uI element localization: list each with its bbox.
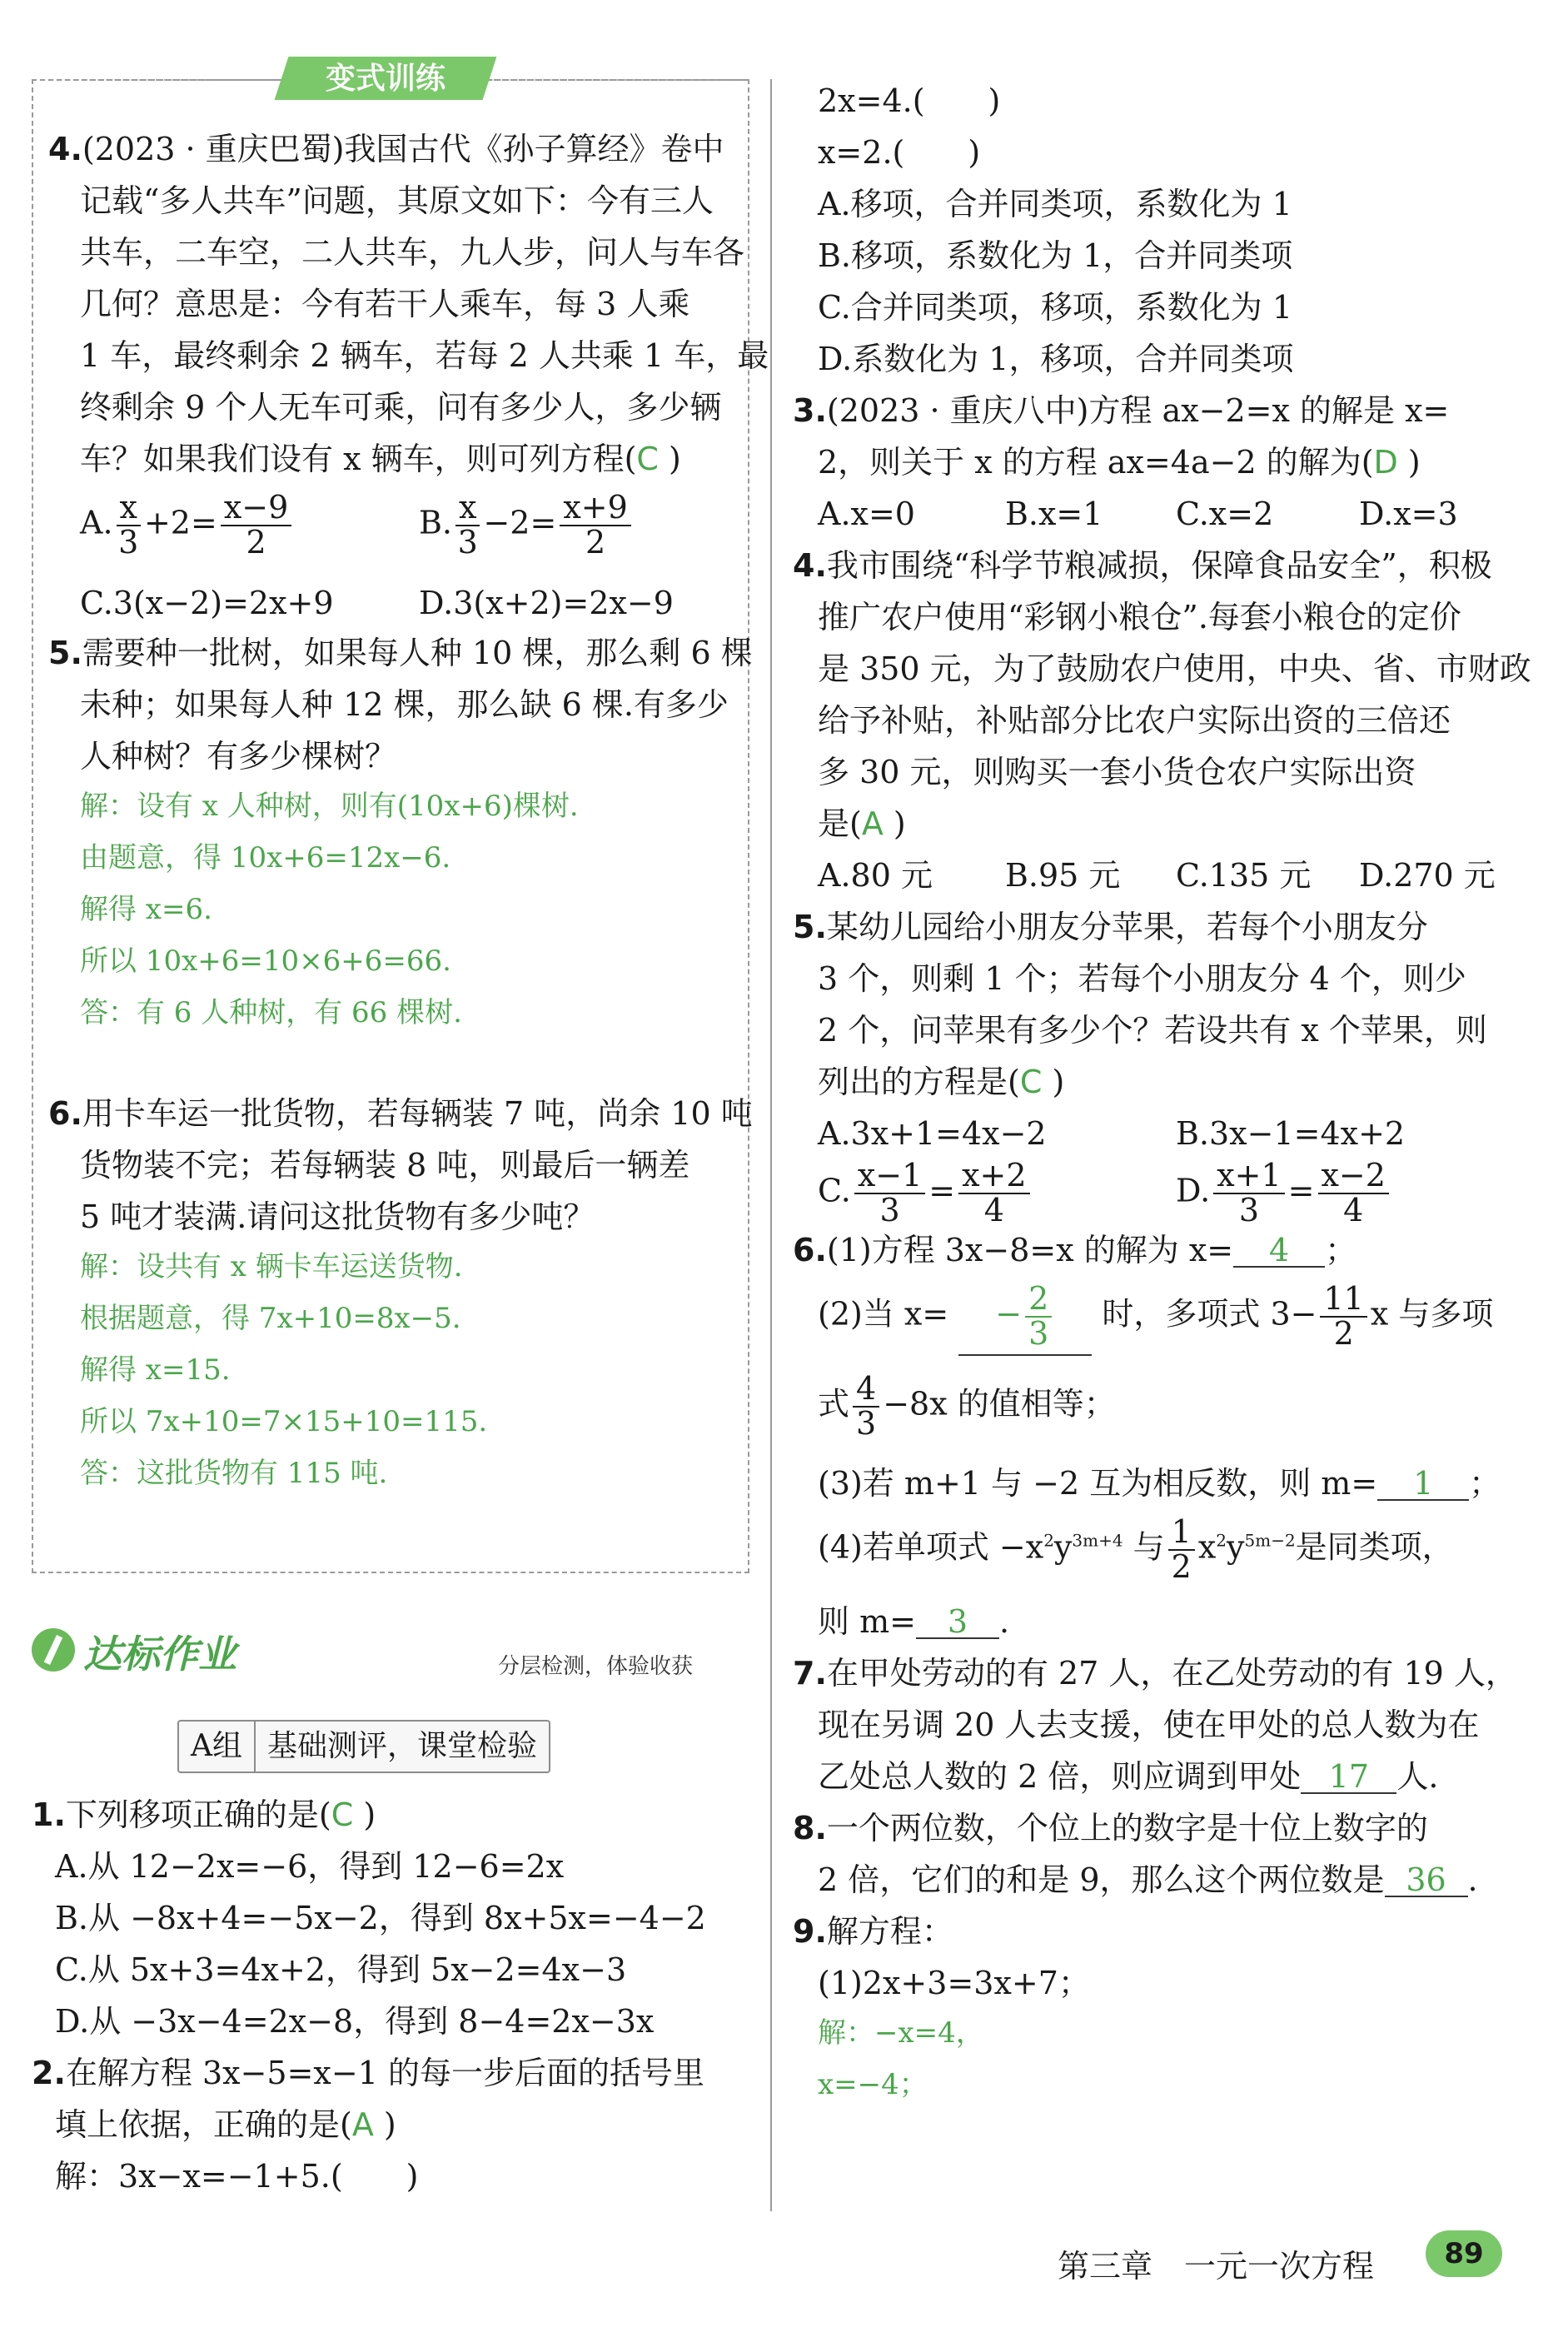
homework-2-step-3: x=2.( ) (818, 134, 981, 171)
homework-7-answer: 17 (1301, 1761, 1396, 1794)
homework-5-answer: C (1019, 1064, 1043, 1100)
homework-1-option-a: A.从 12−2x=−6，得到 12−6=2x (55, 1848, 565, 1885)
homework-4-line-4: 给予补贴，补贴部分比农户实际出资的三倍还 (818, 702, 1451, 739)
page-number: 89 (1426, 2230, 1502, 2277)
question-4-line-5: 1 车，最终剩余 2 辆车，若每 2 人共乘 1 车，最 (80, 337, 769, 374)
question-6-solution-1: 解：设共有 x 辆卡车运送货物. (80, 1250, 463, 1283)
footer-chapter: 第三章 一元一次方程 (1058, 2248, 1375, 2285)
homework-5-option-b: B.3x−1=4x+2 (1176, 1115, 1406, 1152)
homework-3-option-d: D.x=3 (1359, 496, 1458, 532)
homework-5-line-4: 列出的方程是(C ) (818, 1064, 1065, 1100)
question-4-option-c: C.3(x−2)=2x+9 (80, 585, 334, 621)
homework-4-line-6: 是(A ) (818, 805, 906, 842)
homework-9-solution-2: x=−4； (818, 2068, 928, 2101)
homework-8-answer: 36 (1385, 1864, 1468, 1897)
homework-9-part-1: (1)2x+3=3x+7； (818, 1965, 1090, 2001)
homework-5-line-2: 3 个，则剩 1 个；若每个小朋友分 4 个，则少 (818, 960, 1466, 997)
homework-5-line-3: 2 个，问苹果有多少个？若设共有 x 个苹果，则 (818, 1012, 1487, 1049)
section-tag: 变式训练 (325, 62, 446, 96)
homework-5-line-1: 5.某幼儿园给小朋友分苹果，若每个小朋友分 (793, 909, 1428, 945)
question-4-line-4: 几何？意思是：今有若干人乘车，每 3 人乘 (80, 286, 690, 322)
question-4-line-2: 记载“多人共车”问题，其原文如下：今有三人 (80, 182, 714, 219)
homework-8-line-1: 8.一个两位数，个位上的数字是十位上数字的 (793, 1810, 1428, 1846)
question-5-solution-1: 解：设有 x 人种树，则有(10x+6)棵树. (80, 790, 579, 823)
homework-1-stem: 1.下列移项正确的是(C ) (32, 1796, 376, 1833)
homework-3-line-1: 3.(2023 · 重庆八中)方程 ax−2=x 的解是 x= (793, 392, 1450, 429)
question-4-line-1: 4.(2023 · 重庆巴蜀)我国古代《孙子算经》卷中 (48, 131, 724, 167)
homework-6-part-4-line-1: (4)若单项式 $-x^2y^{3m+4}$ 与 $\frac{1}{2}$ $x^2y^{5m-2}$是同类项， (818, 1513, 1454, 1585)
pencil-icon (32, 1628, 75, 1672)
question-4-line-3: 共车，二车空，二人共车，九人步，问人与车各 (80, 234, 745, 271)
homework-6-part-4-line-2: 则 m= 3 . (818, 1603, 1010, 1640)
homework-6-part-2-line-2: 式 $\frac{4}{3}$ −8x 的值相等； (818, 1370, 1116, 1442)
homework-4-option-c: C.135 元 (1176, 857, 1312, 894)
homework-6-part-1: 6.(1)方程 3x−8=x 的解为 x= 4 ； (793, 1232, 1357, 1268)
homework-4-line-2: 推广农户使用“彩钢小粮仓”.每套小粮仓的定价 (818, 599, 1461, 635)
homework-title: 达标作业 (83, 1632, 236, 1677)
homework-3-option-c: C.x=2 (1176, 496, 1274, 532)
homework-3-option-b: B.x=1 (1005, 496, 1103, 532)
question-5-solution-4: 所以 10x+6=10×6+6=66. (80, 944, 451, 978)
homework-2-step-2: 2x=4.( ) (818, 82, 1001, 119)
homework-7-line-2: 现在另调 20 人去支援，使在甲处的总人数为在 (818, 1707, 1480, 1743)
homework-6-part-3: (3)若 m+1 与 −2 互为相反数，则 m= 1 ； (818, 1465, 1501, 1502)
homework-2-answer: A (351, 2106, 374, 2143)
column-divider (770, 79, 772, 2211)
question-6-solution-3: 解得 x=15. (80, 1353, 231, 1387)
question-5-line-1: 5.需要种一批树，如果每人种 10 棵，那么剩 6 棵 (48, 635, 753, 671)
homework-1-option-c: C.从 5x+3=4x+2，得到 5x−2=4x−3 (55, 1951, 627, 1988)
homework-4-option-d: D.270 元 (1359, 857, 1496, 894)
homework-7-line-1: 7.在甲处劳动的有 27 人，在乙处劳动的有 19 人， (793, 1655, 1517, 1692)
homework-6-part-2-answer: − $\frac{2}{3}$ (958, 1283, 1092, 1356)
question-6-line-2: 货物装不完；若每辆装 8 吨，则最后一辆差 (80, 1147, 690, 1183)
question-5-solution-5: 答：有 6 人种树，有 66 棵树. (80, 996, 462, 1029)
homework-4-answer: A (861, 805, 884, 842)
homework-2-option-d: D.系数化为 1，移项，合并同类项 (818, 341, 1294, 377)
homework-4-line-1: 4.我市围绕“科学节粮减损，保障食品安全”，积极 (793, 547, 1492, 584)
homework-3-line-2: 2，则关于 x 的方程 ax=4a−2 的解为(D ) (818, 444, 1421, 481)
homework-4-line-3: 是 350 元，为了鼓励农户使用，中央、省、市财政 (818, 650, 1531, 687)
question-5-line-2: 未种；如果每人种 12 棵，那么缺 6 棵.有多少 (80, 686, 729, 723)
homework-4-option-b: B.95 元 (1005, 857, 1121, 894)
question-5-solution-3: 解得 x=6. (80, 893, 212, 926)
question-4-option-d: D.3(x+2)=2x−9 (419, 585, 674, 621)
question-5-solution-2: 由题意，得 10x+6=12x−6. (80, 841, 451, 875)
homework-5-option-c: C. $\frac{x-1}{3}$ = $\frac{x+2}{4}$ (818, 1159, 1033, 1228)
question-4-answer: C (636, 441, 659, 477)
question-6-line-3: 5 吨才装满.请问这批货物有多少吨？ (80, 1198, 595, 1235)
homework-1-option-b: B.从 −8x+4=−5x−2，得到 8x+5x=−4−2 (55, 1900, 706, 1936)
homework-2-option-b: B.移项，系数化为 1，合并同类项 (818, 237, 1293, 274)
homework-2-option-c: C.合并同类项，移项，系数化为 1 (818, 289, 1293, 326)
homework-8-line-2: 2 倍，它们的和是 9，那么这个两位数是 36 . (818, 1861, 1478, 1898)
homework-3-option-a: A.x=0 (818, 496, 915, 532)
homework-2-line-1: 2.在解方程 3x−5=x−1 的每一步后面的括号里 (32, 2055, 704, 2091)
homework-4-line-5: 多 30 元，则购买一套小货仓农户实际出资 (818, 754, 1416, 790)
homework-6-part-1-answer: 4 (1233, 1234, 1325, 1268)
homework-1-answer: C (331, 1796, 354, 1833)
question-6-solution-4: 所以 7x+10=7×15+10=115. (80, 1405, 488, 1438)
question-5-line-3: 人种树？有多少棵树？ (80, 738, 397, 775)
question-4-line-6: 终剩余 9 个人无车可乘，问有多少人，多少辆 (80, 389, 722, 426)
question-4-option-a: A. $\frac{x}{3}$ +2= $\frac{x-9}{2}$ (80, 491, 295, 560)
homework-6-part-3-answer: 1 (1377, 1467, 1469, 1501)
homework-5-option-a: A.3x+1=4x−2 (818, 1115, 1047, 1152)
question-6-solution-5: 答：这批货物有 115 吨. (80, 1457, 388, 1490)
homework-2-option-a: A.移项，合并同类项，系数化为 1 (818, 186, 1292, 222)
homework-7-line-3: 乙处总人数的 2 倍，则应调到甲处 17 人. (818, 1758, 1439, 1795)
question-6-line-1: 6.用卡车运一批货物，若每辆装 7 吨，尚余 10 吨 (48, 1095, 753, 1132)
homework-9-stem: 9.解方程： (793, 1913, 953, 1950)
question-4-line-7: 车？如果我们设有 x 辆车，则可列方程(C ) (80, 441, 681, 477)
homework-6-part-2-line-1: (2)当 x= − $\frac{2}{3}$ 时，多项式 3− $\frac{11}{2}$ x 与多项 (818, 1283, 1493, 1356)
homework-9-solution-1: 解：−x=4， (818, 2016, 984, 2050)
group-a-title: 基础测评，课堂检验 (267, 1729, 538, 1763)
homework-subtitle: 分层检测，体验收获 (498, 1654, 694, 1679)
homework-1-option-d: D.从 −3x−4=2x−8，得到 8−4=2x−3x (55, 2003, 655, 2040)
question-6-solution-2: 根据题意，得 7x+10=8x−5. (80, 1302, 461, 1335)
homework-6-part-4-answer: 3 (916, 1606, 999, 1639)
homework-2-step-1: 解：3x−x=−1+5.( ) (55, 2158, 419, 2195)
group-a-label: A组 (179, 1722, 256, 1771)
homework-2-line-2: 填上依据，正确的是(A ) (55, 2106, 396, 2143)
homework-4-option-a: A.80 元 (818, 857, 933, 894)
homework-3-answer: D (1373, 444, 1398, 481)
homework-5-option-d: D. $\frac{x+1}{3}$ = $\frac{x-2}{4}$ (1176, 1159, 1392, 1228)
group-a-label-box (177, 1720, 550, 1773)
question-4-option-b: B. $\frac{x}{3}$ −2= $\frac{x+9}{2}$ (419, 491, 635, 560)
